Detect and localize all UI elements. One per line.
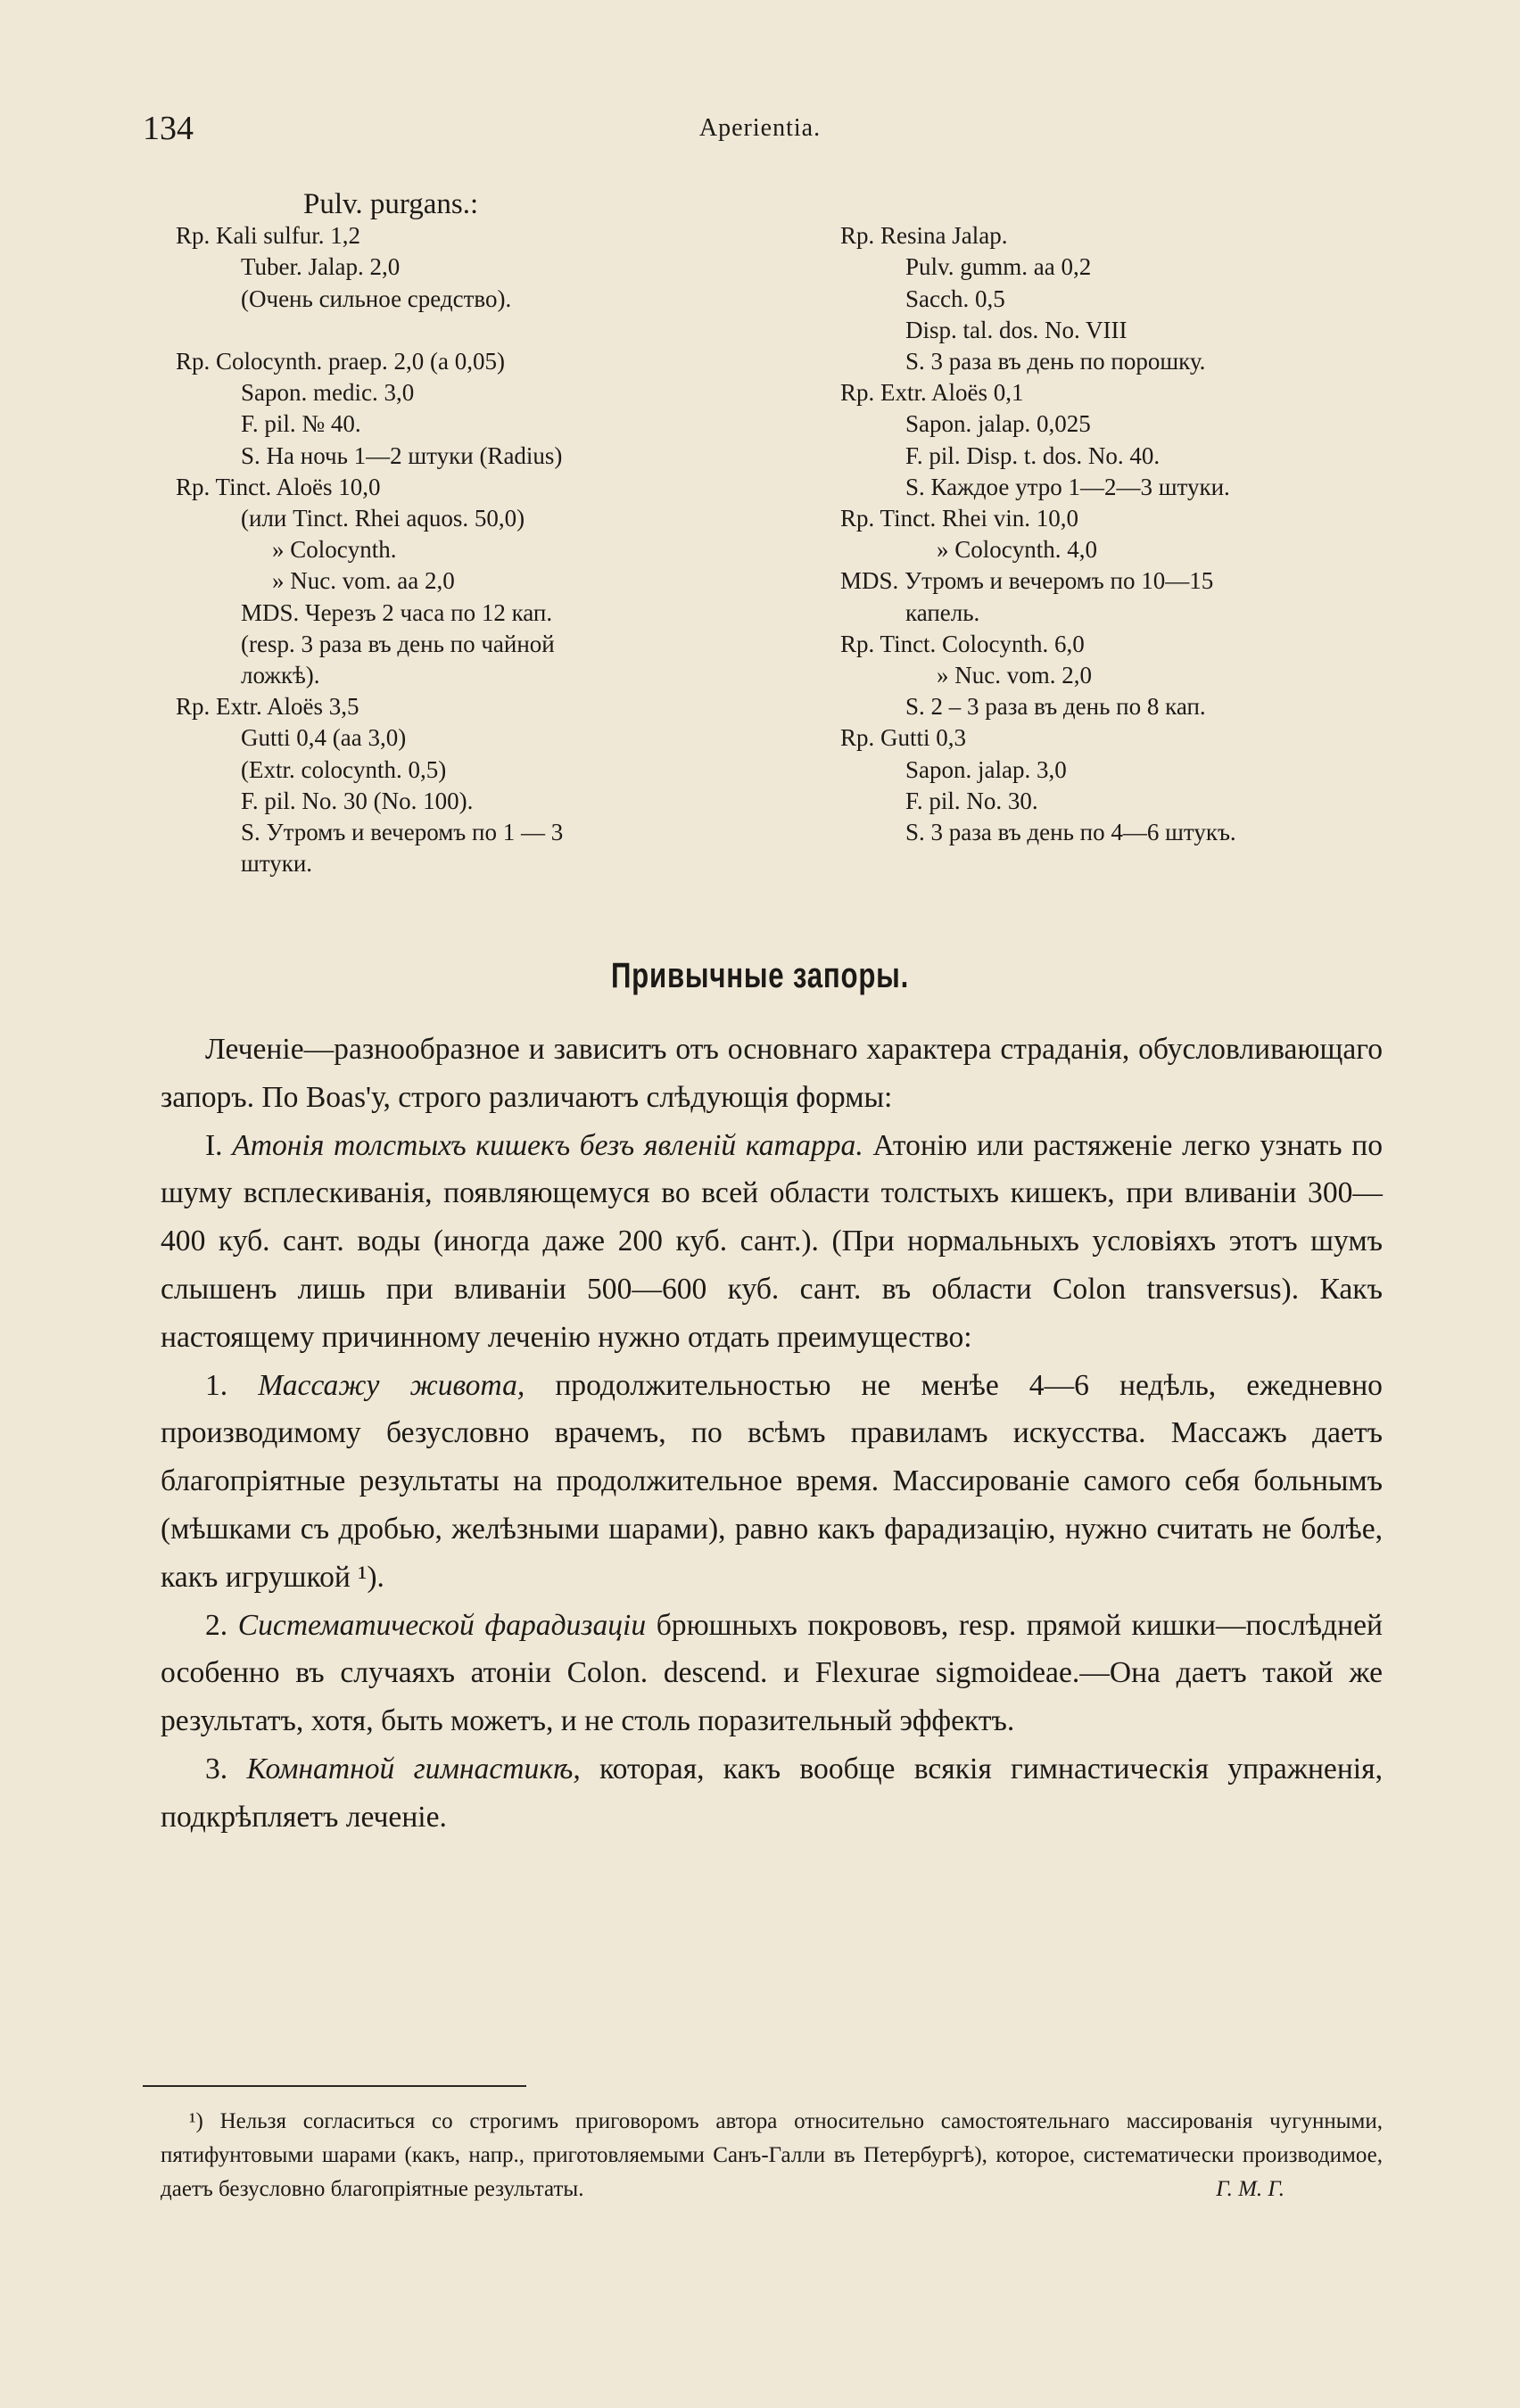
prescription-line: » Colocynth. <box>272 536 397 564</box>
prescription-line: S. 2 – 3 раза въ день по 8 кап. <box>905 693 1206 721</box>
paragraph-gymnastics <box>161 1745 1383 1842</box>
footnote-signature: Г. М. Г. <box>1216 2177 1285 2201</box>
prescription-line: Pulv. purgans.: <box>303 188 479 220</box>
prescription-line: » Nuc. vom. aa 2,0 <box>272 567 455 595</box>
item-number: 3. <box>205 1752 228 1785</box>
prescription-line: Rp. Kali sulfur. 1,2 <box>176 222 360 250</box>
prescription-line: (resp. 3 раза въ день по чайной <box>241 630 555 657</box>
prescription-line: MDS. Утромъ и вечеромъ по 10—15 <box>840 567 1214 595</box>
prescription-line: Tuber. Jalap. 2,0 <box>241 253 401 281</box>
prescription-line: S. Каждое утро 1—2—3 штуки. <box>905 473 1230 500</box>
prescription-line: F. pil. No. 30 (No. 100). <box>241 787 474 814</box>
prescription-line: » Nuc. vom. 2,0 <box>937 662 1092 689</box>
prescription-line <box>840 189 1393 220</box>
running-title: Aperientia. <box>698 114 822 142</box>
paragraph-text: Атонію или растяженіе легко узнать по шуму всплескиванія, появляющемуся во всей области толстыхъ кишекъ, при вливаніи 300—400 куб. сант. воды (иногда даже 200 куб. сант.). (При нормальныхъ условіяхъ этотъ шумъ слышенъ лишь при вливаніи 500—600 куб. сант. въ области Colon transversus). Какъ настоящему причинному леченію нужно отдать преимущество: <box>161 1128 1383 1354</box>
prescription-line: F. pil. № 40. <box>241 410 361 438</box>
main-text <box>161 1026 1383 1842</box>
item-number: I. <box>205 1128 223 1162</box>
prescription-line: S. 3 раза въ день по порошку. <box>905 348 1206 375</box>
prescription-line: ложкѣ). <box>241 662 320 689</box>
prescription-line: Rp. Tinct. Rhei vin. 10,0 <box>840 505 1079 532</box>
paragraph-atonia <box>161 1122 1383 1362</box>
prescription-line: Rp. Tinct. Aloës 10,0 <box>176 473 381 500</box>
prescription-line: штуки. <box>241 850 313 878</box>
prescription-line: Rp. Colocynth. praep. 2,0 (a 0,05) <box>176 348 505 375</box>
prescription-line: F. pil. Disp. t. dos. No. 40. <box>905 441 1161 469</box>
prescription-line: (Extr. colocynth. 0,5) <box>241 755 447 783</box>
prescription-line: Rp. Tinct. Colocynth. 6,0 <box>840 630 1085 657</box>
prescription-line: (Очень сильное средство). <box>241 285 512 312</box>
prescription-line: Rp. Gutti 0,3 <box>840 724 967 752</box>
prescription-line: Rp. Extr. Aloës 3,5 <box>176 693 359 721</box>
prescription-line: (или Tinct. Rhei aquos. 50,0) <box>241 505 525 532</box>
prescription-line: Pulv. gumm. aa 0,2 <box>905 253 1092 281</box>
paragraph-text: продолжительностью не менѣе 4—6 недѣль, ежедневно производимому безусловно врачемъ, по всѣмъ правиламъ искусства. Массажъ даетъ благопріятные результаты на продолжительное время. Массированіе самого себя больнымъ (мѣшками съ дробью, желѣзными шарами), равно какъ фарадизацію, нужно считать не болѣе, какъ игрушкой ¹). <box>161 1368 1383 1594</box>
prescription-line <box>176 315 747 346</box>
paragraph-intro: Леченіе—разнообразное и зависитъ отъ основнаго характера страданія, обусловливающаго запоръ. По Boas'у, строго различаютъ слѣдующія формы: <box>161 1033 1383 1114</box>
emphasis: Атонія толстыхъ кишекъ безъ явленій катарра. <box>232 1128 863 1162</box>
prescription-line: Sapon. jalap. 3,0 <box>905 755 1067 783</box>
prescription-line: F. pil. No. 30. <box>905 787 1038 814</box>
prescription-line: Rp. Extr. Aloës 0,1 <box>840 379 1024 407</box>
paragraph-text: которая, какъ вообще всякія гимнастическія упражненія, подкрѣпляетъ леченіе. <box>161 1752 1383 1834</box>
prescription-line: капель. <box>905 598 980 626</box>
prescription-line: MDS. Черезъ 2 часа по 12 кап. <box>241 598 553 626</box>
prescription-line: Sapon. medic. 3,0 <box>241 379 415 407</box>
prescription-line: S. Утромъ и вечеромъ по 1 — 3 <box>241 819 564 846</box>
paragraph-massage <box>161 1362 1383 1602</box>
item-number: 1. <box>205 1368 228 1402</box>
paragraph-text: брюшныхъ покрововъ, resp. прямой кишки—послѣдней особенно въ случаяхъ атоніи Colon. descend. и Flexurae sigmoideae.—Она даетъ такой же результатъ, хотя, быть можетъ, и не столь поразительный эффектъ. <box>161 1608 1383 1738</box>
prescription-line: Disp. tal. dos. No. VIII <box>905 316 1128 343</box>
footnote <box>161 2105 1383 2206</box>
emphasis: Систематической фарадизаціи <box>237 1608 647 1642</box>
prescriptions-right-column <box>840 189 1393 848</box>
prescription-line: S. 3 раза въ день по 4—6 штукъ. <box>905 819 1236 846</box>
item-number: 2. <box>205 1608 228 1642</box>
section-heading: Привычные запоры. <box>610 956 910 995</box>
prescription-line: Rp. Resina Jalap. <box>840 222 1008 250</box>
prescription-line: Sapon. jalap. 0,025 <box>905 410 1091 438</box>
page-header <box>143 109 1377 153</box>
emphasis: Массажу живота, <box>258 1368 525 1402</box>
prescription-line: S. На ночь 1—2 штуки (Radius) <box>241 441 563 469</box>
prescription-line: » Colocynth. 4,0 <box>937 536 1097 564</box>
prescription-line: Gutti 0,4 (aa 3,0) <box>241 724 407 752</box>
prescriptions-left-column <box>176 189 747 879</box>
prescription-line: Sacch. 0,5 <box>905 285 1005 312</box>
page-number: 134 <box>143 110 194 147</box>
emphasis: Комнатной гимнастикѣ, <box>246 1752 581 1785</box>
footnote-rule <box>143 2085 526 2087</box>
footnote-text-wrap <box>161 2105 1383 2206</box>
footnote-text: ¹) Нельзя согласиться со строгимъ приговоромъ автора относительно самостоятельнаго массированія чугунными, пятифунтовыми шарами (какъ, напр., приготовляемыми Санъ-Галли въ Петербургѣ), которое, систематически производимое, даетъ безусловно благопріятные результаты. <box>161 2109 1383 2201</box>
paragraph-faradization <box>161 1602 1383 1745</box>
